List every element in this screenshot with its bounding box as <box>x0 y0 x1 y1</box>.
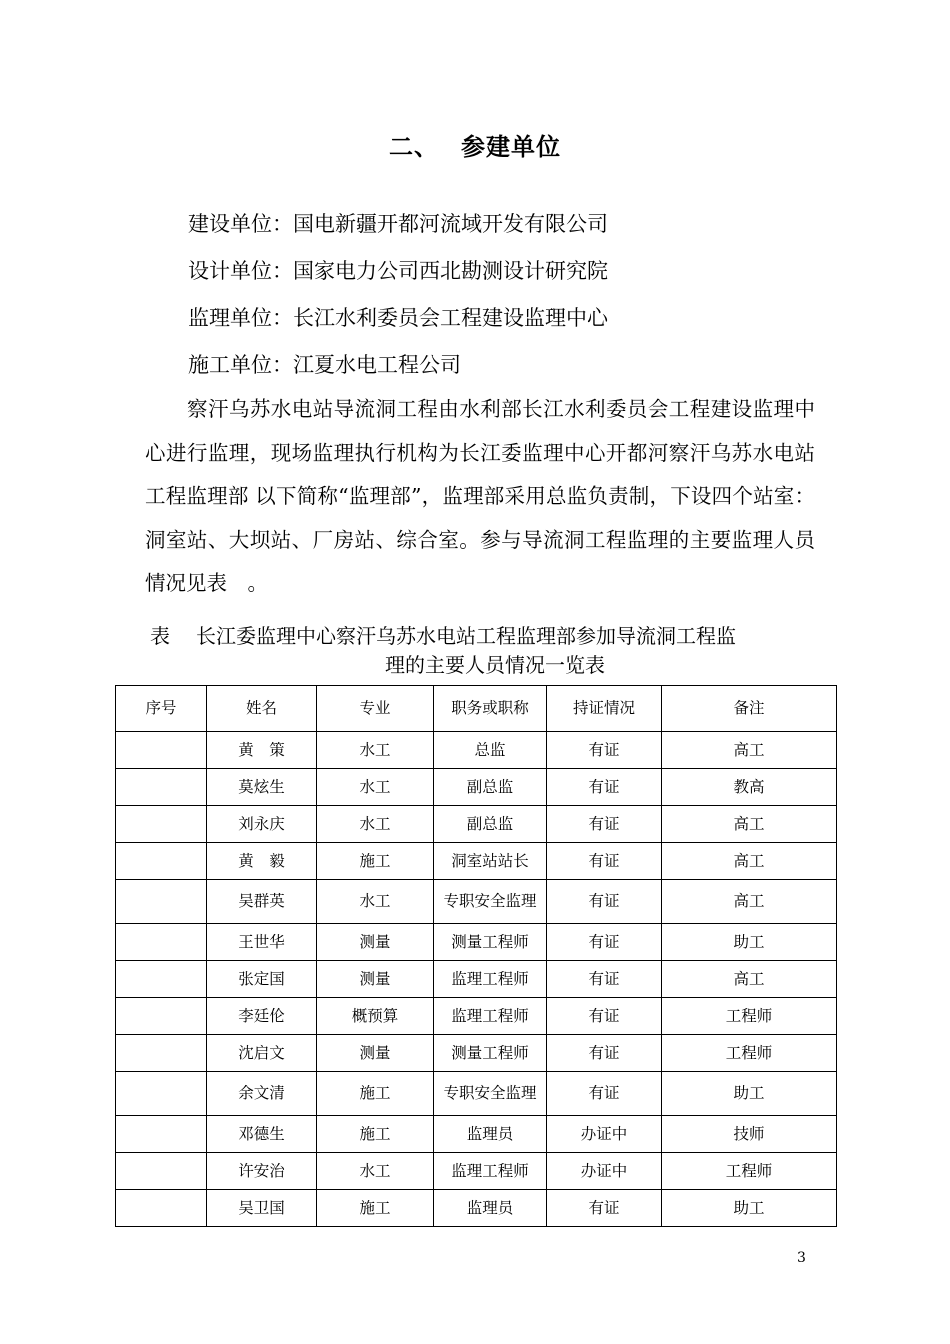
cell-position: 副总监 <box>434 806 547 843</box>
cell-position: 专职安全监理 <box>434 880 547 924</box>
table-row <box>116 843 837 880</box>
cell-certificate: 有证 <box>547 1035 662 1072</box>
cell-position: 监理工程师 <box>434 998 547 1035</box>
cell-certificate: 有证 <box>547 1072 662 1116</box>
cell-index <box>116 1153 207 1190</box>
cell-certificate: 有证 <box>547 769 662 806</box>
unit-line-supervisor <box>188 303 608 333</box>
header-cell-index: 序号 <box>116 686 207 732</box>
unit-label: 监理单位： <box>188 306 293 330</box>
table-row <box>116 880 837 924</box>
cell-specialty: 水工 <box>317 880 434 924</box>
cell-position: 监理员 <box>434 1116 547 1153</box>
cell-specialty: 测量 <box>317 924 434 961</box>
cell-position: 总监 <box>434 732 547 769</box>
caption-line-2: 理的主要人员情况一览表 <box>385 653 605 677</box>
table-row <box>116 806 837 843</box>
cell-position: 监理工程师 <box>434 961 547 998</box>
cell-remarks: 助工 <box>662 1190 837 1227</box>
cell-specialty: 施工 <box>317 1072 434 1116</box>
cell-name: 余文清 <box>207 1072 317 1116</box>
cell-position: 测量工程师 <box>434 1035 547 1072</box>
cell-index <box>116 924 207 961</box>
caption-line-1 <box>150 622 820 651</box>
cell-remarks: 工程师 <box>662 1153 837 1190</box>
cell-index <box>116 806 207 843</box>
table-row <box>116 924 837 961</box>
cell-remarks: 高工 <box>662 843 837 880</box>
cell-remarks: 技师 <box>662 1116 837 1153</box>
unit-label: 设计单位： <box>188 259 293 283</box>
cell-specialty: 概预算 <box>317 998 434 1035</box>
cell-position: 测量工程师 <box>434 924 547 961</box>
cell-index <box>116 769 207 806</box>
section-number: 二、 <box>389 133 439 161</box>
cell-remarks: 工程师 <box>662 998 837 1035</box>
cell-position: 监理工程师 <box>434 1153 547 1190</box>
table-row <box>116 961 837 998</box>
header-cell-certificate: 持证情况 <box>547 686 662 732</box>
table-row <box>116 1072 837 1116</box>
cell-name: 刘永庆 <box>207 806 317 843</box>
caption-text-1: 长江委监理中心察汗乌苏水电站工程监理部参加导流洞工程监 <box>196 624 736 648</box>
cell-position: 监理员 <box>434 1190 547 1227</box>
cell-specialty: 水工 <box>317 1153 434 1190</box>
cell-specialty: 施工 <box>317 1116 434 1153</box>
header-cell-specialty: 专业 <box>317 686 434 732</box>
page-number: 3 <box>797 1250 806 1266</box>
cell-index <box>116 1116 207 1153</box>
cell-specialty: 水工 <box>317 769 434 806</box>
cell-name: 李廷伦 <box>207 998 317 1035</box>
unit-line-designer <box>188 256 608 286</box>
cell-index <box>116 1035 207 1072</box>
cell-certificate: 有证 <box>547 1190 662 1227</box>
cell-index <box>116 961 207 998</box>
cell-name: 邓德生 <box>207 1116 317 1153</box>
cell-remarks: 工程师 <box>662 1035 837 1072</box>
unit-value: 长江水利委员会工程建设监理中心 <box>293 306 608 330</box>
cell-index <box>116 843 207 880</box>
cell-certificate: 有证 <box>547 806 662 843</box>
cell-name: 许安治 <box>207 1153 317 1190</box>
cell-index <box>116 732 207 769</box>
cell-name: 莫炫生 <box>207 769 317 806</box>
table-row <box>116 1190 837 1227</box>
cell-certificate: 有证 <box>547 880 662 924</box>
cell-name: 吴卫国 <box>207 1190 317 1227</box>
cell-specialty: 水工 <box>317 732 434 769</box>
cell-certificate: 办证中 <box>547 1153 662 1190</box>
cell-specialty: 测量 <box>317 1035 434 1072</box>
table-row <box>116 1035 837 1072</box>
section-heading <box>0 127 950 162</box>
header-cell-remarks: 备注 <box>662 686 837 732</box>
header-cell-position: 职务或职称 <box>434 686 547 732</box>
table-caption <box>150 622 820 680</box>
cell-index <box>116 1190 207 1227</box>
cell-certificate: 有证 <box>547 998 662 1035</box>
unit-value: 国电新疆开都河流域开发有限公司 <box>293 212 608 236</box>
cell-name: 黄 毅 <box>207 843 317 880</box>
cell-remarks: 助工 <box>662 1072 837 1116</box>
staff-table <box>115 685 837 1227</box>
section-title: 参建单位 <box>461 133 561 161</box>
unit-line-contractor <box>188 350 461 380</box>
cell-remarks: 助工 <box>662 924 837 961</box>
table-row <box>116 998 837 1035</box>
cell-remarks: 教高 <box>662 769 837 806</box>
table-row <box>116 1116 837 1153</box>
cell-specialty: 水工 <box>317 806 434 843</box>
cell-certificate: 有证 <box>547 843 662 880</box>
cell-remarks: 高工 <box>662 880 837 924</box>
unit-label: 建设单位： <box>188 212 293 236</box>
table-row <box>116 1153 837 1190</box>
cell-remarks: 高工 <box>662 806 837 843</box>
cell-specialty: 施工 <box>317 843 434 880</box>
cell-certificate: 办证中 <box>547 1116 662 1153</box>
cell-certificate: 有证 <box>547 961 662 998</box>
cell-specialty: 测量 <box>317 961 434 998</box>
cell-position: 副总监 <box>434 769 547 806</box>
cell-name: 张定国 <box>207 961 317 998</box>
cell-index <box>116 880 207 924</box>
table-row <box>116 732 837 769</box>
cell-name: 王世华 <box>207 924 317 961</box>
unit-value: 国家电力公司西北勘测设计研究院 <box>293 259 608 283</box>
cell-certificate: 有证 <box>547 732 662 769</box>
cell-specialty: 施工 <box>317 1190 434 1227</box>
cell-index <box>116 998 207 1035</box>
cell-certificate: 有证 <box>547 924 662 961</box>
cell-remarks: 高工 <box>662 732 837 769</box>
table-header-row <box>116 686 837 732</box>
header-cell-name: 姓名 <box>207 686 317 732</box>
body-paragraph: 察汗乌苏水电站导流洞工程由水利部长江水利委员会工程建设监理中心进行监理，现场监理执行机构为长江委监理中心开都河察汗乌苏水电站工程监理部 以下简称“监理部”，监理部采用总监负责制，下设四个站室：洞室站、大坝站、厂房站、综合室。参与导流洞工程监理的主要监理人员情况见表 。 <box>145 397 815 595</box>
cell-name: 吴群英 <box>207 880 317 924</box>
table-row <box>116 769 837 806</box>
cell-name: 沈启文 <box>207 1035 317 1072</box>
caption-label: 表 <box>150 624 170 648</box>
cell-index <box>116 1072 207 1116</box>
unit-line-owner <box>188 209 608 239</box>
unit-value: 江夏水电工程公司 <box>293 353 461 377</box>
cell-name: 黄 策 <box>207 732 317 769</box>
cell-position: 洞室站站长 <box>434 843 547 880</box>
cell-remarks: 高工 <box>662 961 837 998</box>
unit-label: 施工单位： <box>188 353 293 377</box>
cell-position: 专职安全监理 <box>434 1072 547 1116</box>
